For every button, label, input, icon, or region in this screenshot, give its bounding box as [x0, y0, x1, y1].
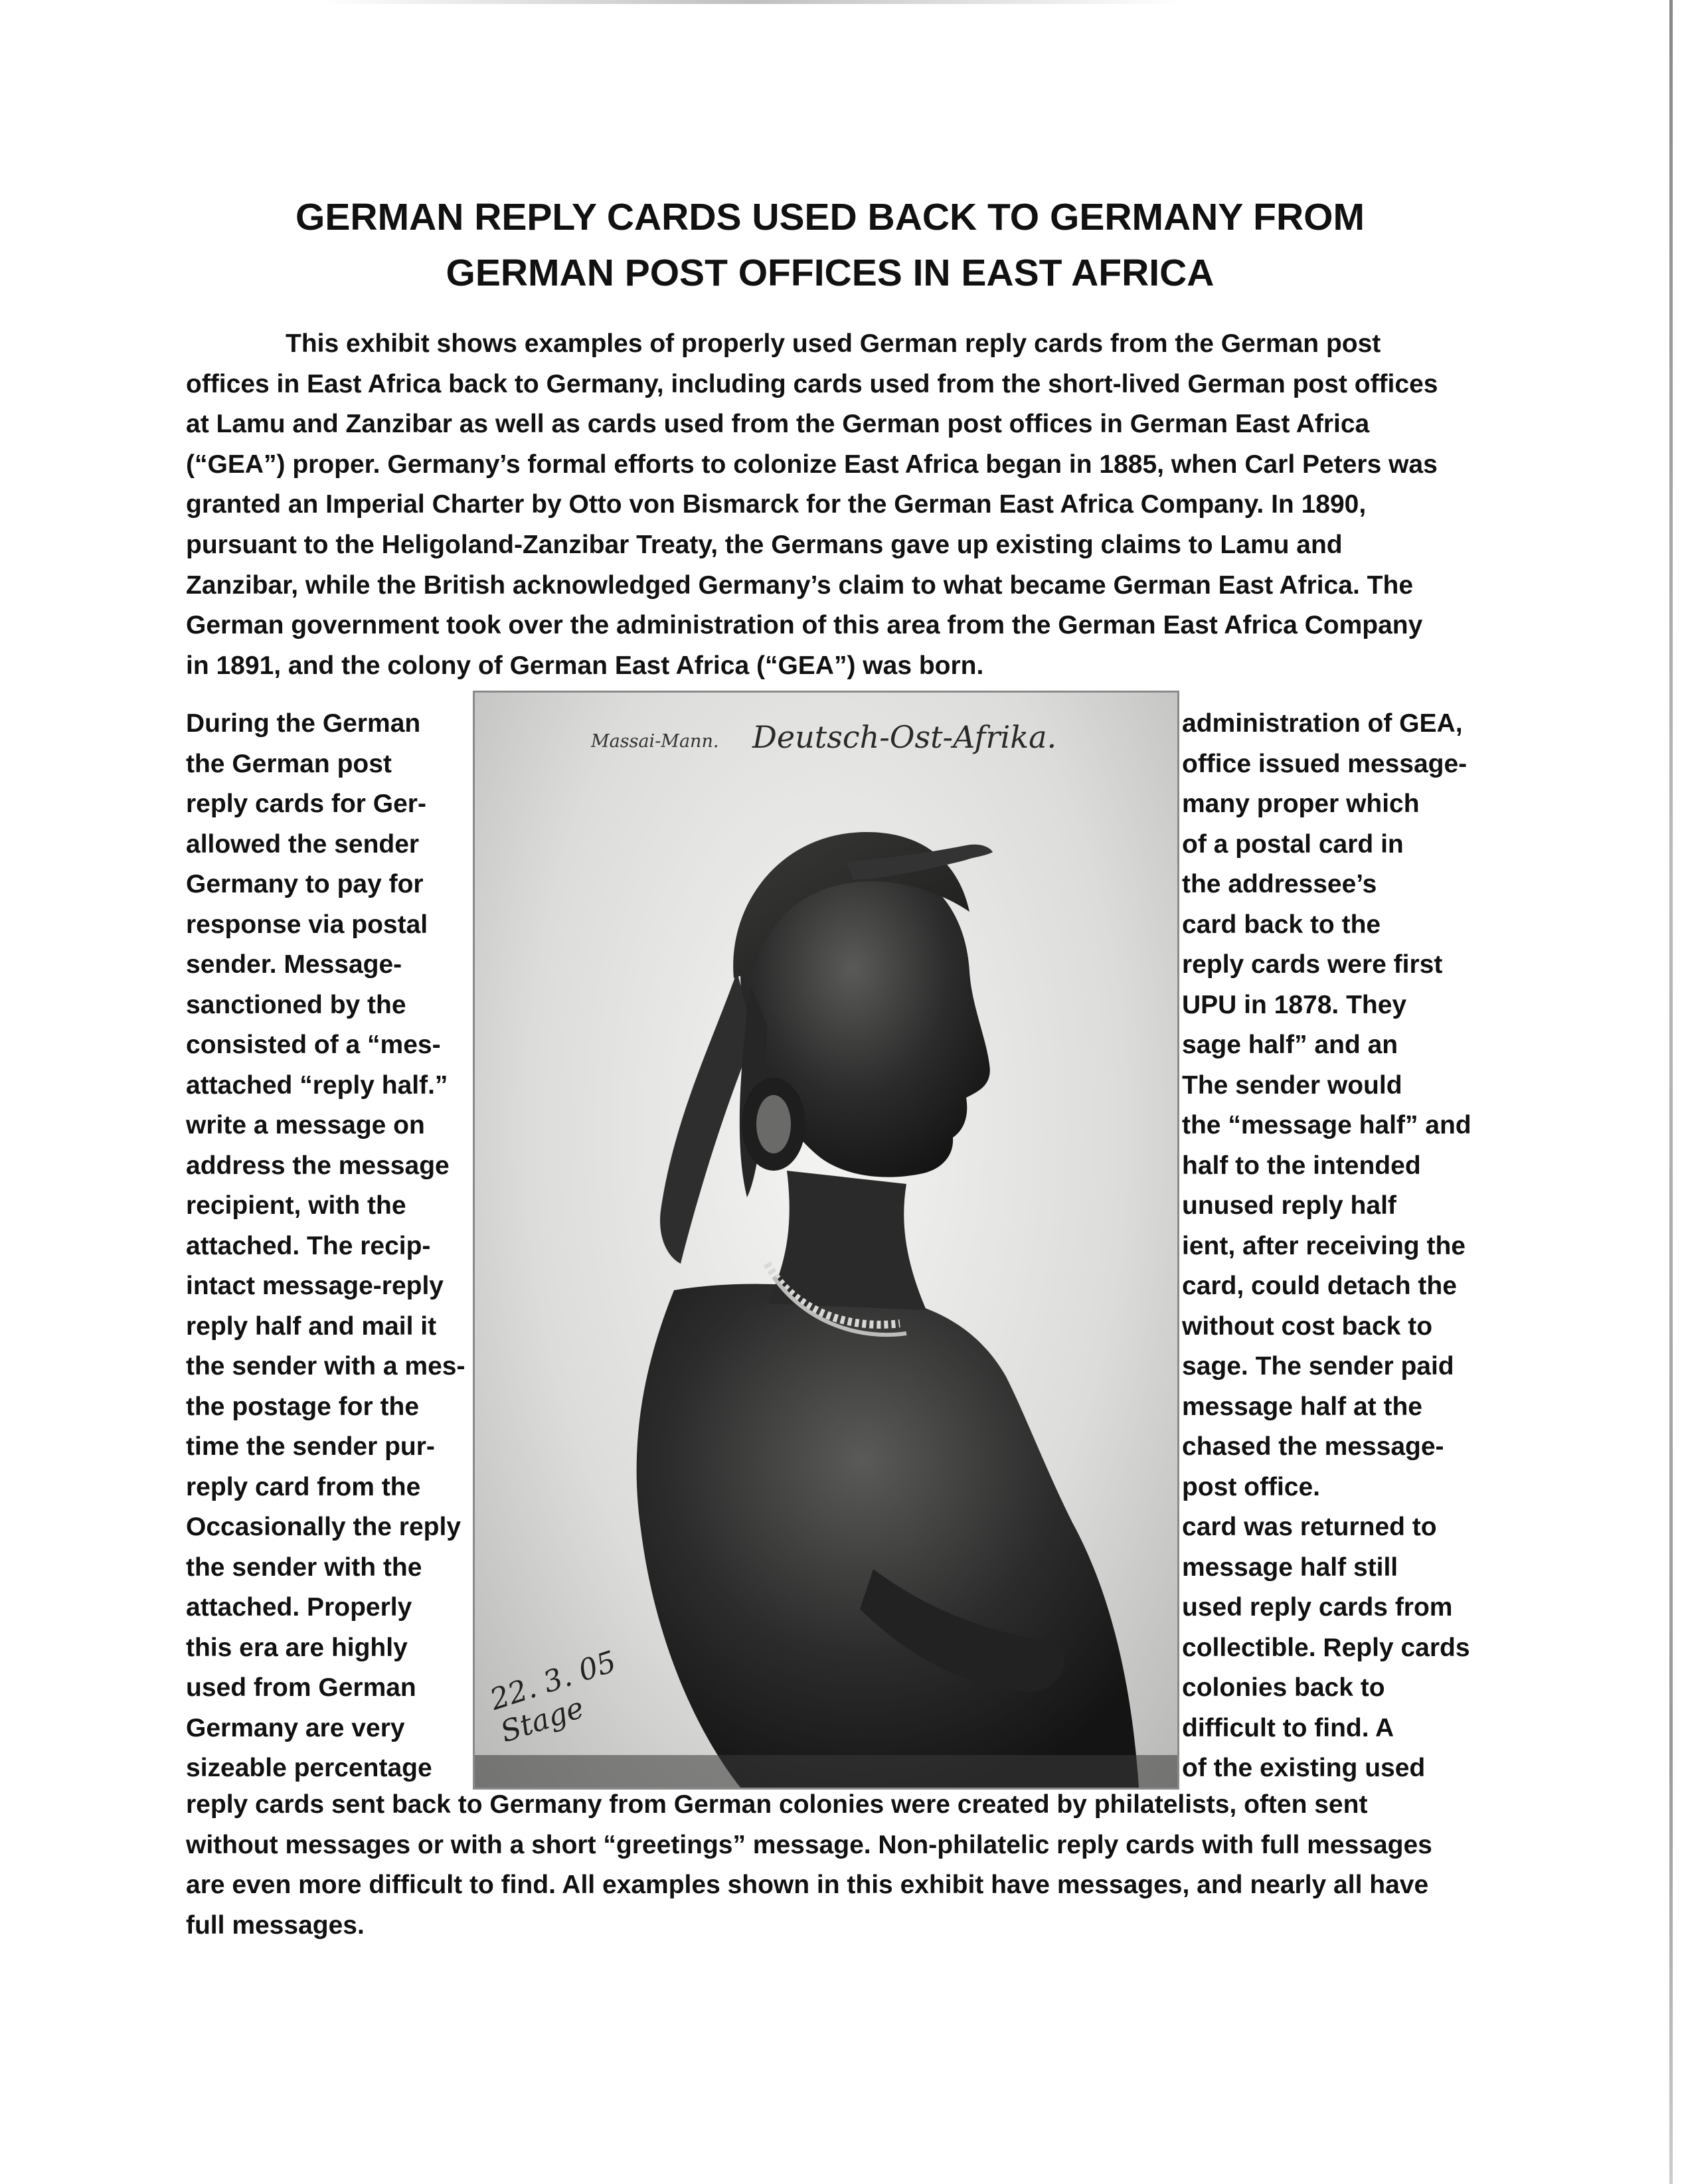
right-column-line: The sender would [1182, 1070, 1402, 1100]
intro-line: in 1891, and the colony of German East Africa (“GEA”) was born. [186, 651, 984, 680]
right-column-line: message half at the [1182, 1392, 1422, 1421]
left-column-line: allowed the sender [186, 829, 420, 859]
intro-line: Zanzibar, while the British acknowledged Germany’s claim to what became German East Africa. The [186, 570, 1414, 600]
left-column-line: the sender with the [186, 1553, 422, 1582]
left-column-line: attached. Properly [186, 1593, 412, 1622]
right-column-line: sage. The sender paid [1182, 1352, 1454, 1381]
right-column-line: message half still [1182, 1553, 1398, 1582]
right-column-line: collectible. Reply cards [1182, 1633, 1470, 1662]
left-column-line: consisted of a “mes- [186, 1031, 441, 1059]
right-column-line: ient, after receiving the [1182, 1231, 1466, 1260]
left-column-line: reply half and mail it [186, 1311, 437, 1341]
left-column-line: this era are highly [186, 1633, 408, 1662]
right-column-line: unused reply half [1182, 1191, 1396, 1220]
closing-paragraph [186, 1785, 1481, 1946]
left-column-line: the German post [186, 749, 392, 778]
left-column-line: write a message on [186, 1111, 425, 1139]
right-column-line: colonies back to [1182, 1673, 1385, 1702]
page-title [199, 189, 1461, 301]
left-column-line: During the German [186, 709, 421, 738]
right-column-line: card back to the [1182, 910, 1381, 939]
left-column-line: the postage for the [186, 1392, 420, 1421]
left-column-line: intact message-reply [186, 1272, 444, 1300]
postcard-image [473, 691, 1179, 1790]
right-column-line: the addressee’s [1182, 870, 1377, 898]
left-column-line: response via postal [186, 910, 428, 939]
right-column-line: office issued message- [1182, 749, 1468, 778]
title-line-1: GERMAN REPLY CARDS USED BACK TO GERMANY FROM [295, 196, 1365, 238]
scan-edge-smudge [319, 0, 1182, 4]
right-column-line: post office. [1182, 1472, 1321, 1501]
massai-portrait-illustration [475, 693, 1177, 1788]
right-column-line: UPU in 1878. They [1182, 990, 1407, 1019]
intro-line: offices in East Africa back to Germany, including cards used from the short-lived German post offices [186, 369, 1438, 398]
left-column-line: Germany are very [186, 1713, 405, 1742]
intro-paragraph [186, 324, 1481, 686]
intro-line: This exhibit shows examples of properly used German reply cards from the German post [286, 329, 1381, 358]
left-column-line: sanctioned by the [186, 990, 406, 1019]
right-column-line: difficult to find. A [1182, 1713, 1394, 1742]
left-column-line: time the sender pur- [186, 1432, 435, 1461]
left-column-line: sender. Message- [186, 950, 402, 979]
left-column-line: attached. The recip- [186, 1231, 431, 1260]
title-line-2: GERMAN POST OFFICES IN EAST AFRICA [446, 252, 1215, 294]
right-column-line: without cost back to [1182, 1311, 1433, 1341]
postcard-caption-small: Massai-Mann. [591, 731, 719, 752]
right-column-line: of the existing used [1182, 1754, 1426, 1782]
right-column-line: chased the message- [1182, 1432, 1444, 1461]
left-column-line: Occasionally the reply [186, 1513, 462, 1541]
left-column-line: sizeable percentage [186, 1754, 432, 1782]
postcard-caption-title: Deutsch-Ost-Afrika. [752, 719, 1057, 755]
intro-line: at Lamu and Zanzibar as well as cards used from the German post offices in German East Africa [186, 410, 1370, 439]
intro-line: German government took over the administration of this area from the German East Africa Company [186, 611, 1423, 640]
left-text-column [186, 704, 465, 1789]
right-column-line: of a postal card in [1182, 829, 1404, 859]
left-column-line: reply cards for Ger- [186, 790, 426, 818]
left-column-line: used from German [186, 1673, 416, 1702]
intro-line: pursuant to the Heligoland-Zanzibar Treaty, the Germans gave up existing claims to Lamu and [186, 530, 1343, 559]
right-text-column [1182, 704, 1494, 1789]
right-column-line: sage half” and an [1182, 1031, 1398, 1059]
intro-line: (“GEA”) proper. Germany’s formal efforts to colonize East Africa began in 1885, when Carl Peters was [186, 450, 1438, 479]
left-column-line: attached “reply half.” [186, 1070, 448, 1100]
left-column-line: recipient, with the [186, 1191, 406, 1220]
right-column-line: card was returned to [1182, 1513, 1437, 1541]
right-column-line: reply cards were first [1182, 950, 1443, 979]
closing-line: reply cards sent back to Germany from German colonies were created by philatelists, often sent [186, 1790, 1368, 1819]
closing-line: full messages. [186, 1910, 365, 1940]
closing-line: without messages or with a short “greetings” message. Non-philatelic reply cards with full messages [186, 1830, 1432, 1859]
left-column-line: Germany to pay for [186, 870, 424, 898]
scan-right-edge [1669, 0, 1673, 2184]
right-column-line: many proper which [1182, 790, 1420, 818]
intro-line: granted an Imperial Charter by Otto von Bismarck for the German East Africa Company. In 1890, [186, 490, 1367, 519]
postcard-handwriting: 22. 3. 05 Stage [485, 1644, 621, 1750]
right-column-line: the “message half” and [1182, 1111, 1472, 1139]
left-column-line: the sender with a mes- [186, 1352, 465, 1381]
right-column-line: administration of GEA, [1182, 709, 1463, 738]
left-column-line: reply card from the [186, 1472, 421, 1501]
left-column-line: address the message [186, 1151, 450, 1180]
right-column-line: used reply cards from [1182, 1593, 1453, 1622]
right-column-line: half to the intended [1182, 1151, 1421, 1180]
right-column-line: card, could detach the [1182, 1272, 1457, 1300]
closing-line: are even more difficult to find. All examples shown in this exhibit have messages, and nearly all have [186, 1871, 1429, 1899]
